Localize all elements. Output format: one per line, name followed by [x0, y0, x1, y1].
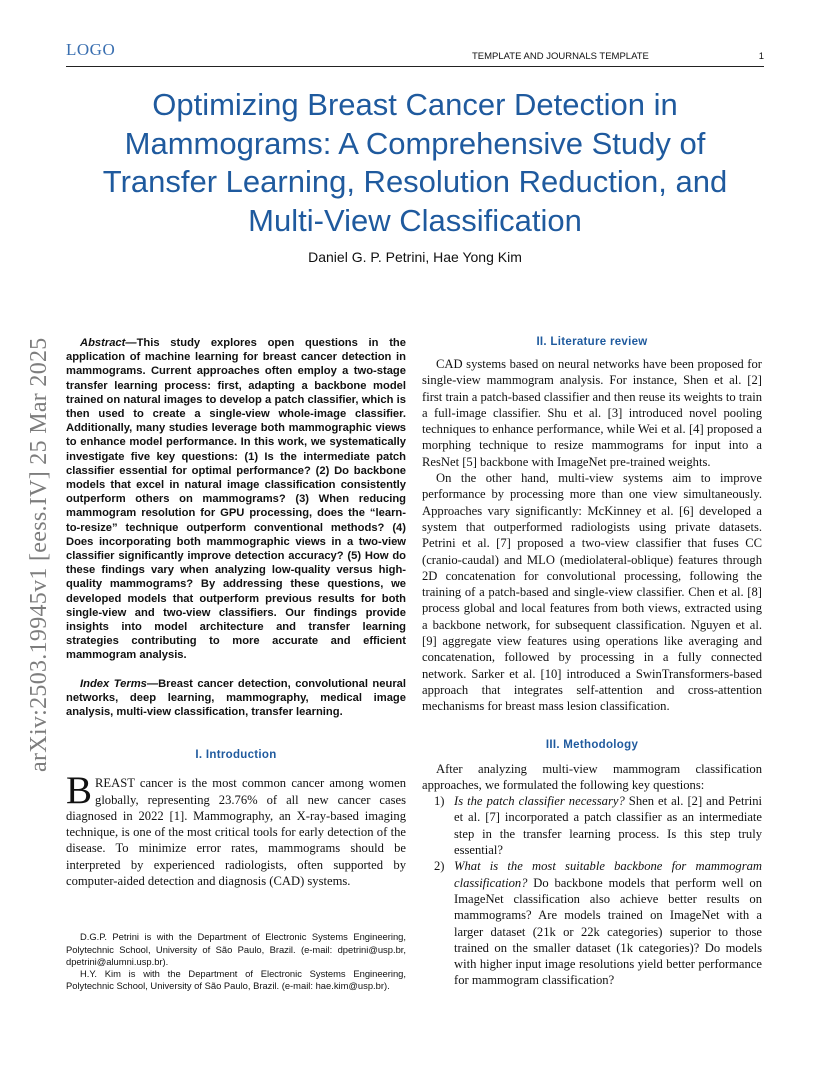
section-heading-literature-review: II. Literature review — [536, 336, 648, 348]
question-text: Shen et al. [2] and Petrini et al. [7] incorporated a patch classifier as an intermediate step in the transfer learning process. Is this step truly essential? — [454, 794, 762, 858]
right-column — [422, 336, 762, 989]
index-terms-lead: Index Terms— — [80, 677, 159, 690]
journal-logo: LOGO — [66, 40, 116, 59]
introduction-paragraph — [66, 769, 406, 889]
footnotes — [66, 931, 406, 992]
header-rule — [66, 66, 764, 67]
footnote-author-1: D.G.P. Petrini is with the Department of Electronic Systems Engineering, Polytechnic School, University of São Paulo, Brazil. (e-mail: dpetrini@usp.br, dpetrini@alumni.usp.br). — [66, 931, 406, 967]
arxiv-identifier: arXiv:2503.19945v1 [eess.IV] 25 Mar 2025 — [26, 337, 52, 772]
literature-paragraph-2: On the other hand, multi-view systems aim to improve performance by processing more than one view simultaneously. Approaches vary significantly: McKinney et al. [6] developed a system that outperformed radiologists using private datasets. Petrini et al. [7] proposed a two-view classifier that fuses CC (cranio-caudal) and MLO (mediolateral-oblique) features through 2D concatenation for convolutional processing, following the training of a patch-based and single-view classifier. Chen et al. [8] process global and local features from both views, extracted using a backbone network, for subsequent classification. Nguyen et al. [9] aggregate view features using operations like averaging and concatenation, followed by processing in a fully connected network. Sarker et al. [10] introduced a SwinTransformers-based approach that integrates self-attention and cross-attention mechanisms for breast mass lesion classification. — [422, 471, 762, 714]
left-column — [66, 336, 406, 992]
running-header: TEMPLATE AND JOURNALS TEMPLATE — [472, 51, 649, 62]
paper-title: Optimizing Breast Cancer Detection in Mammograms: A Comprehensive Study of Transfer Learning, Resolution Reduction, and Multi-View Classification — [102, 87, 728, 238]
abstract-text: This study explores open questions in the application of machine learning for breast cancer detection in mammograms. Current approaches often employ a two-stage transfer learning process: first, adapting a backbone model trained on natural images to develop a patch classifier, which is then used to create a single-view whole-image classifier. Additionally, many studies leverage both mammographic views to enhance model performance. In this work, we systematically investigate five key questions: (1) Is the intermediate patch classifier essential for optimal performance? (2) Do backbone models that excel in natural image classification consistently outperform others on mammograms? (3) When reducing mammogram resolution for GPU processing, does the “learn-to-resize” technique outperform conventional methods? (4) Does incorporating both mammographic views in a two-view classifier significantly improve detection accuracy? (5) How do these findings vary when analyzing low-quality versus high-quality mammograms? By addressing these questions, we developed models that outperform previous results for both single-view and two-view classifiers. Our findings provide insights into model architecture and transfer learning strategies contributing to more accurate and efficient mammogram analysis. — [66, 337, 406, 662]
section-heading-methodology: III. Methodology — [545, 738, 639, 751]
question-text: Do backbone models that perform well on ImageNet classification also achieve better results on mammograms? Are models trained on ImageNet with a larger dataset (21k or 22k categories) superior to those trained on the smaller dataset (1k categories)? Do models with higher input image resolutions yield better performance for mammogram classification? — [454, 875, 762, 988]
drop-cap: B — [66, 769, 93, 813]
index-terms — [66, 677, 406, 720]
question-title: What is the most suitable backbone for mammogram classification? — [454, 859, 762, 890]
abstract-lead: Abstract— — [80, 337, 137, 349]
paper-authors: Daniel G. P. Petrini, Hae Yong Kim — [308, 249, 522, 265]
footnote-author-2: H.Y. Kim is with the Department of Electronic Systems Engineering, Polytechnic School, University of São Paulo, Brazil. (e-mail: hae.kim@usp.br). — [66, 967, 406, 992]
question-title: Is the patch classifier necessary? — [454, 794, 625, 809]
literature-paragraph-1: CAD systems based on neural networks have been proposed for single-view mammogram analysis. For instance, Shen et al. [2] first train a patch-based classifier and then reuse its weights to train a full-image classifier. Shu et al. [3] introduced novel pooling techniques to enhance performance, while Wei et al. [4] proposed a morphing technique to resize mammograms for input into a ResNet [5] backbone with ImageNet pre-trained weights. — [422, 357, 762, 469]
question-item — [422, 793, 762, 858]
question-number: 2) — [434, 859, 445, 874]
methodology-intro: After analyzing multi-view mammogram classification approaches, we formulated the following key questions: — [422, 761, 762, 792]
introduction-text: REAST cancer is the most common cancer among women globally, representing 23.76% of all new cancer cases diagnosed in 2022 [1]. Mammography, an X-ray-based imaging technique, is one of the most critical tools for early detection of the disease. To minimize error rates, mammograms should be interpreted by experienced radiologists, often supported by computer-aided detection and diagnosis (CAD) systems. — [66, 776, 406, 889]
question-item — [422, 858, 762, 988]
key-questions-list — [422, 793, 762, 989]
page-number: 1 — [758, 51, 764, 62]
index-terms-text: Breast cancer detection, convolutional neural networks, deep learning, mammography, medical image analysis, multi-view classification, transfer learning. — [66, 677, 406, 719]
abstract — [66, 336, 406, 663]
section-heading-introduction: I. Introduction — [195, 749, 277, 762]
question-number: 1) — [434, 794, 445, 809]
